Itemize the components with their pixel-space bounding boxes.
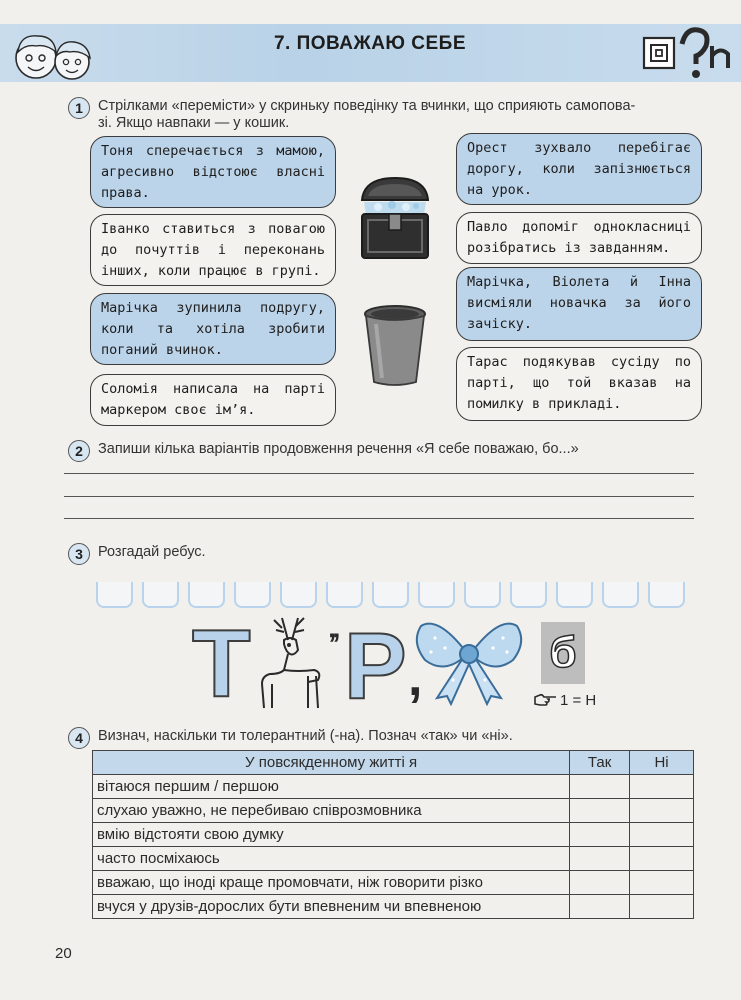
column-header-yes: Так: [570, 751, 630, 775]
card-text: Орест зухвало перебігає дорогу, коли запізнюється на урок.: [467, 140, 691, 198]
rebus-letter-box[interactable]: [188, 582, 225, 608]
yes-checkbox-cell[interactable]: [570, 799, 630, 823]
table-row: [93, 847, 694, 871]
rebus-letter-box[interactable]: [326, 582, 363, 608]
yes-checkbox-cell[interactable]: [570, 775, 630, 799]
card-text: Марічка, Віолета й Інна висміяли новачка за його зачіску.: [467, 274, 691, 332]
row-statement: вважаю, що іноді краще промовчати, ніж говорити різко: [93, 871, 570, 895]
rebus-answer-boxes: [96, 582, 696, 610]
rebus-comma: ,: [408, 649, 423, 707]
task-number-4: 4: [68, 727, 90, 749]
rebus-quote-mark: ’’: [328, 628, 338, 661]
card-text: Павло допоміг однокласниці розібратись із завданням.: [467, 219, 691, 256]
card-text: Марічка зупинила подругу, коли та хотіла зробити поганий вчинок.: [101, 300, 325, 358]
rebus-letter-box[interactable]: [280, 582, 317, 608]
rebus-letter-t: Т: [192, 610, 251, 717]
rebus-card: [541, 622, 585, 684]
yes-checkbox-cell[interactable]: [570, 895, 630, 919]
column-header-no: Ні: [630, 751, 694, 775]
no-checkbox-cell[interactable]: [630, 823, 694, 847]
card-text: Тоня сперечається з мамою, агресивно відстоює власні права.: [101, 143, 325, 201]
table-row: [93, 871, 694, 895]
task3-instruction: Розгадай ребус.: [98, 544, 206, 560]
behavior-card-right-3[interactable]: [456, 267, 702, 341]
rebus-letter-box[interactable]: [234, 582, 271, 608]
no-checkbox-cell[interactable]: [630, 847, 694, 871]
no-checkbox-cell[interactable]: [630, 871, 694, 895]
task4-instruction: Визнач, наскільки ти толерантний (-на). Познач «так» чи «ні».: [98, 728, 513, 744]
yes-checkbox-cell[interactable]: [570, 847, 630, 871]
rebus-letter-box[interactable]: [510, 582, 547, 608]
rebus-letter-box[interactable]: [372, 582, 409, 608]
task-number-2: 2: [68, 440, 90, 462]
rebus-letter-box[interactable]: [142, 582, 179, 608]
maze-puzzle-icon: [640, 20, 740, 89]
rebus-hint: 1 = Н: [560, 692, 597, 709]
rebus-letter-box[interactable]: [464, 582, 501, 608]
table-row: [93, 775, 694, 799]
row-statement: слухаю уважно, не перебиваю співрозмовника: [93, 799, 570, 823]
table-row: [93, 823, 694, 847]
rebus-letter-box[interactable]: [556, 582, 593, 608]
page-number: 20: [55, 945, 72, 962]
table-row: [93, 895, 694, 919]
yes-checkbox-cell[interactable]: [570, 823, 630, 847]
rebus-letter-box[interactable]: [602, 582, 639, 608]
behavior-card-right-2[interactable]: [456, 212, 702, 264]
no-checkbox-cell[interactable]: [630, 895, 694, 919]
behavior-card-left-1[interactable]: [90, 136, 336, 208]
column-header-behavior: У повсякденному житті я: [93, 751, 570, 775]
rebus-letter-r: Р: [344, 613, 407, 718]
answer-line-2[interactable]: [64, 496, 694, 497]
task-number-3: 3: [68, 543, 90, 565]
bow-icon: [413, 614, 525, 711]
task1-instruction-line1: Стрілками «перемісти» у скриньку поведінку та вчинки, що сприяють самопова-: [98, 98, 636, 114]
rebus-letter-box[interactable]: [648, 582, 685, 608]
row-statement: часто посміхаюсь: [93, 847, 570, 871]
row-statement: вітаюся першим / першою: [93, 775, 570, 799]
rebus-letter-b: б: [549, 628, 577, 677]
rebus-letter-box[interactable]: [418, 582, 455, 608]
behavior-card-left-3[interactable]: [90, 293, 336, 365]
task2-instruction: Запиши кілька варіантів продовження речення «Я себе поважаю, бо...»: [98, 441, 579, 457]
no-checkbox-cell[interactable]: [630, 799, 694, 823]
kids-faces-icon: [6, 26, 96, 89]
yes-checkbox-cell[interactable]: [570, 871, 630, 895]
table-row: [93, 799, 694, 823]
behavior-card-left-4[interactable]: [90, 374, 336, 426]
task1-instruction-line2: зі. Якщо навпаки — у кошик.: [98, 115, 290, 131]
task-number-1: 1: [68, 97, 90, 119]
page-title: 7. ПОВАЖАЮ СЕБЕ: [273, 33, 467, 54]
row-statement: вмію відстояти свою думку: [93, 823, 570, 847]
answer-line-1[interactable]: [64, 473, 694, 474]
trash-bin-icon[interactable]: [362, 304, 428, 393]
answer-line-3[interactable]: [64, 518, 694, 519]
tolerance-table: [92, 750, 694, 919]
no-checkbox-cell[interactable]: [630, 775, 694, 799]
rebus-letter-box[interactable]: [96, 582, 133, 608]
behavior-card-right-1[interactable]: [456, 133, 702, 205]
pointing-hand-icon: [532, 692, 558, 713]
row-statement: вчуся у друзів-дорослих бути впевненим чи впевненою: [93, 895, 570, 919]
table-header-row: [93, 751, 694, 775]
behavior-card-right-4[interactable]: [456, 347, 702, 421]
treasure-chest-icon[interactable]: [358, 174, 432, 265]
behavior-card-left-2[interactable]: [90, 214, 336, 286]
card-text: Тарас подякував сусіду по парті, що той вказав на помилку в прикладі.: [467, 354, 691, 412]
card-text: Іванко ставиться з повагою до почуттів і переконань інших, коли працює в групі.: [101, 221, 325, 279]
deer-icon: [258, 612, 330, 717]
card-text: Соломія написала на парті маркером своє ім’я.: [101, 381, 325, 418]
